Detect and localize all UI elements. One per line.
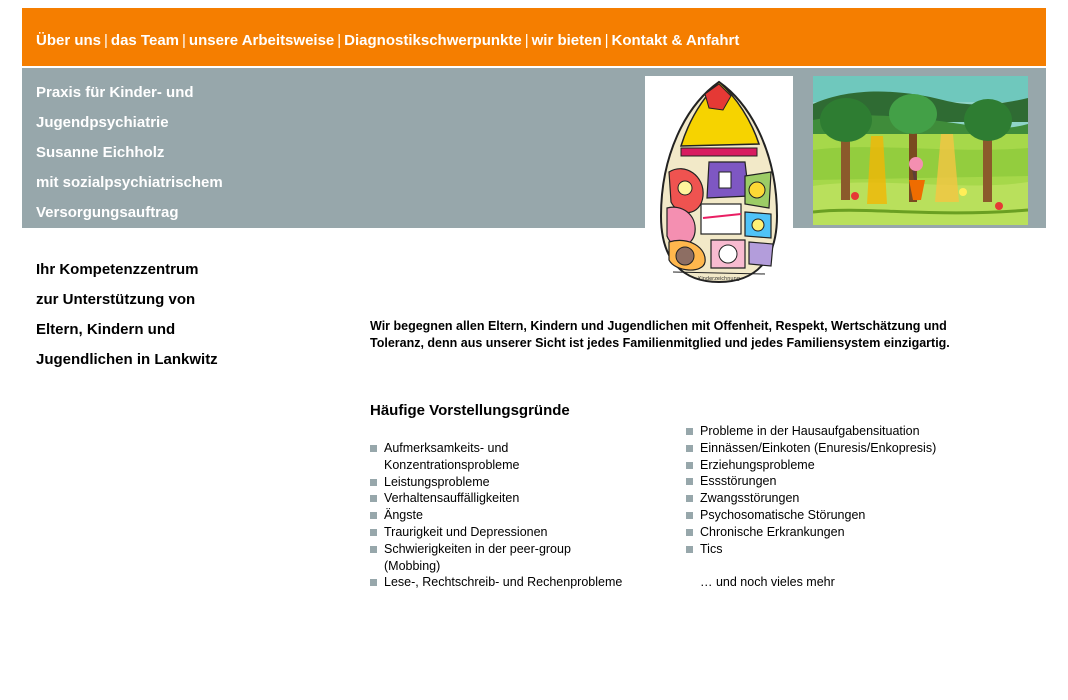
nav-separator: | [182,32,186,49]
nav-item-unsere-arbeitsweise[interactable]: unsere Arbeitsweise [188,32,335,49]
square-bullet-icon [370,495,377,502]
list-item-label: Psychosomatische Störungen [700,507,866,522]
nav-item-kontakt-anfahrt[interactable]: Kontakt & Anfahrt [611,32,740,49]
square-bullet-icon [686,495,693,502]
practice-title-line-5: Versorgungsauftrag [36,204,179,221]
list-item [370,574,670,591]
square-bullet-icon [370,529,377,536]
list-item-label: Verhaltensauffälligkeiten [384,491,520,506]
list-item-label: Tics [700,541,723,556]
list-item-sublabel: (Mobbing) [384,558,441,573]
nav-links [36,32,739,49]
more-reasons-text: … und noch vieles mehr [700,575,835,590]
practice-title-line-3: Susanne Eichholz [36,144,165,161]
nav-item-wir-bieten[interactable]: wir bieten [531,32,602,49]
nav-separator: | [524,32,529,49]
list-item-label: Lese-, Rechtschreib- und Rechenprobleme [384,575,623,590]
landscape-painting-graphic [813,76,1028,225]
practice-title-line-2: Jugendpsychiatrie [36,114,169,131]
list-item-label: Zwangsstörungen [700,491,800,506]
reasons-list-right [686,423,986,591]
list-item [686,440,986,457]
list-item-label: Leistungsprobleme [384,474,490,489]
list-item-sublabel: Konzentrationsprobleme [384,457,520,472]
list-item-label: Ängste [384,508,423,523]
practice-title-line-4: mit sozialpsychiatrischem [36,174,223,191]
reasons-list-left [370,440,670,591]
list-item [686,507,986,524]
competence-subtitle [36,255,366,375]
list-item-label: Essstörungen [700,474,777,489]
square-bullet-icon [370,579,377,586]
competence-subtitle-line-2: zur Unterstützung von [36,291,196,308]
list-item [370,440,670,474]
list-item [370,507,670,524]
list-item-label: Erziehungsprobleme [700,457,815,472]
list-item-label: Chronische Erkrankungen [700,524,845,539]
list-item [370,474,670,491]
square-bullet-icon [686,445,693,452]
list-item [686,541,986,558]
list-item [370,524,670,541]
kite-childrens-drawing [645,76,793,288]
list-item-label: Einnässen/Einkoten (Enuresis/Enkopresis) [700,440,937,455]
practice-title [36,78,636,228]
list-item-label: Aufmerksamkeits- und [384,441,509,455]
square-bullet-icon [686,478,693,485]
square-bullet-icon [686,529,693,536]
list-item [370,490,670,507]
square-bullet-icon [370,512,377,519]
nav-item-das-team[interactable]: das Team [110,32,180,49]
list-item [686,473,986,490]
list-item [686,457,986,474]
list-item [686,490,986,507]
square-bullet-icon [370,479,377,486]
competence-subtitle-line-1: Ihr Kompetenzzentrum [36,261,199,278]
square-bullet-icon [370,445,377,452]
nav-separator: | [604,32,609,49]
nav-item-diagnostikschwerpunkte[interactable]: Diagnostikschwerpunkte [344,32,522,49]
intro-paragraph: Wir begegnen allen Eltern, Kindern und Jugendlichen mit Offenheit, Respekt, Wertschätzung und Toleranz, denn aus unserer Sicht ist jedes Familienmitglied und jedes Familiensystem einzigartig. [370,319,950,350]
main-navigation [22,8,1046,66]
nav-separator: | [337,32,342,49]
practice-title-line-1: Praxis für Kinder- und [36,84,194,101]
square-bullet-icon [686,546,693,553]
svg-text:Kinderzeichnung: Kinderzeichnung [698,276,740,282]
square-bullet-icon [370,546,377,553]
square-bullet-icon [686,512,693,519]
landscape-childrens-painting [813,76,1028,225]
square-bullet-icon [686,428,693,435]
nav-item-ueber-uns[interactable]: Über uns [36,32,102,49]
list-item-label: Schwierigkeiten in der peer-group [384,541,571,556]
list-item-label: Probleme in der Hausaufgabensituation [700,424,920,438]
square-bullet-icon [686,462,693,469]
section-title-vorstellungsgruende: Häufige Vorstellungsgründe [370,402,570,419]
competence-subtitle-line-4: Jugendlichen in Lankwitz [36,351,218,368]
list-item [370,541,670,575]
list-item-label: Traurigkeit und Depressionen [384,524,548,539]
competence-subtitle-line-3: Eltern, Kindern und [36,321,176,338]
kite-drawing-graphic [645,76,793,288]
list-item [686,524,986,541]
list-item [686,423,986,440]
nav-separator: | [104,32,108,49]
